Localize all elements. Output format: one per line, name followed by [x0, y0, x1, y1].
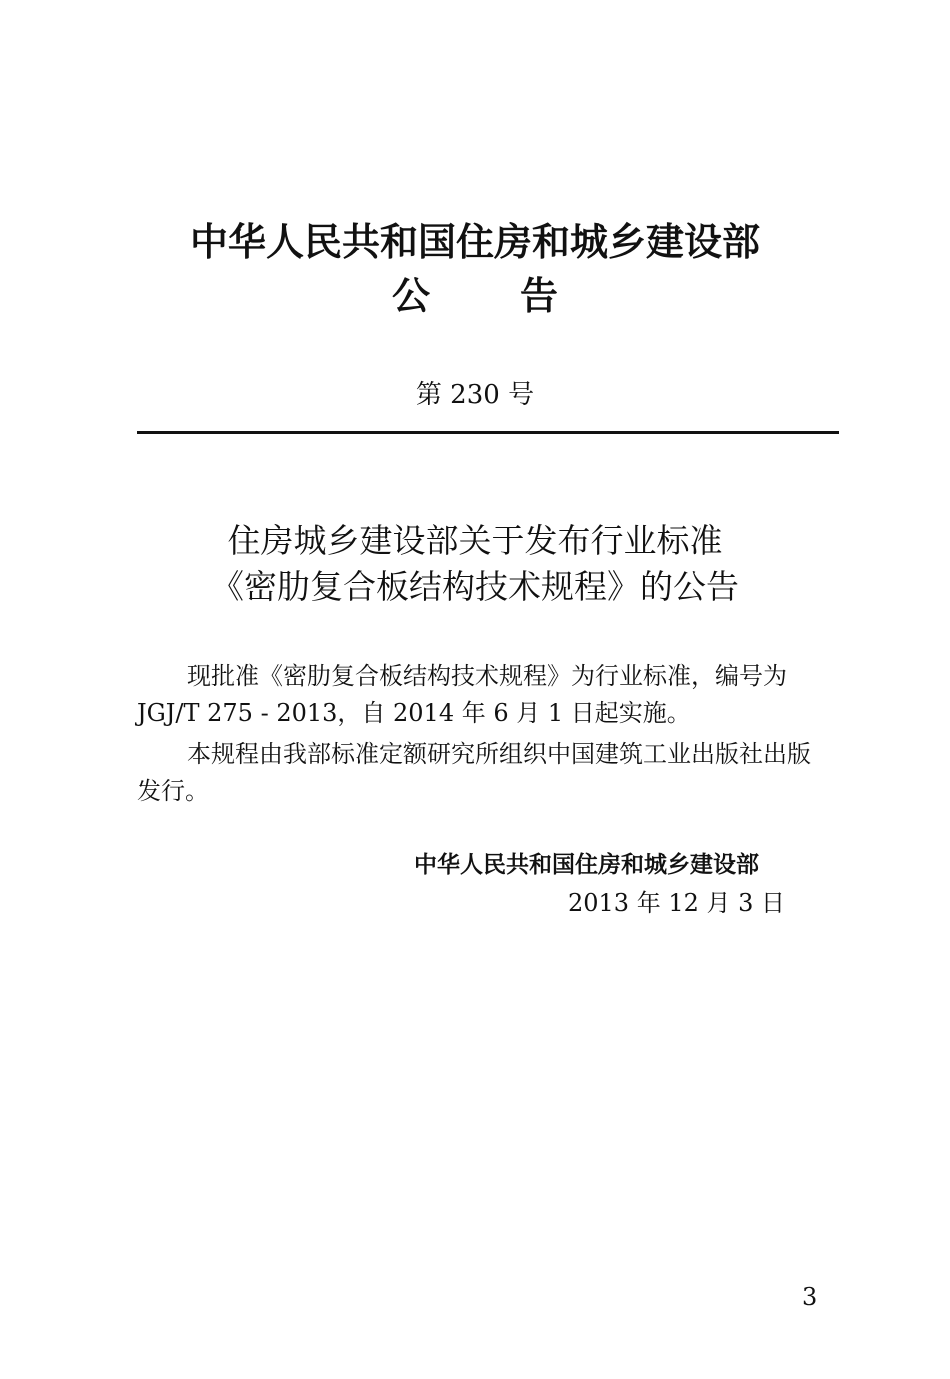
paragraph-publishing: [137, 736, 839, 810]
document-title-line-2: 《密肋复合板结构技术规程》的公告: [211, 567, 739, 606]
ministry-title: 中华人民共和国住房和城乡建设部: [189, 220, 760, 264]
issue-date: 2013 年 12 月 3 日: [568, 889, 786, 917]
paragraph-approval-line-1: 现批准《密肋复合板结构技术规程》为行业标准，编号为: [187, 662, 787, 690]
paragraph-approval: [137, 658, 839, 732]
notice-number: 第 230 号: [415, 380, 535, 410]
notice-heading: 公告: [391, 274, 648, 318]
header-divider: [137, 431, 839, 434]
paragraph-publishing-line-2: 发行。: [137, 777, 209, 805]
paragraph-approval-line-2: JGJ/T 275 - 2013，自 2014 年 6 月 1 日起实施。: [137, 699, 691, 727]
document-title-line-1: 住房城乡建设部关于发布行业标准: [227, 521, 723, 560]
paragraph-publishing-line-1: 本规程由我部标准定额研究所组织中国建筑工业出版社出版: [187, 740, 811, 768]
issuer-signature: 中华人民共和国住房和城乡建设部: [414, 852, 759, 878]
page-number: 3: [802, 1283, 818, 1311]
